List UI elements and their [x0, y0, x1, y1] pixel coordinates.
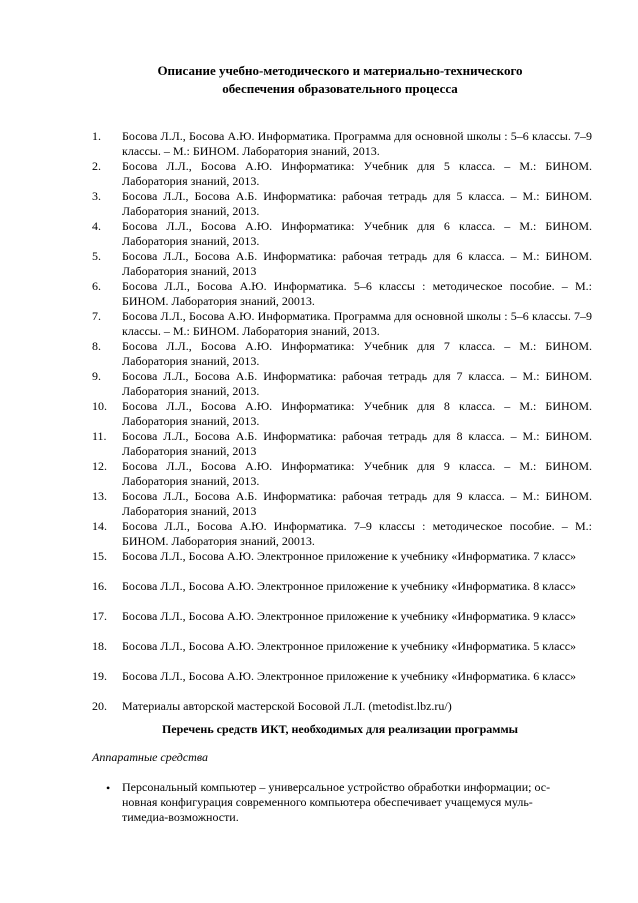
list-item	[0, 669, 638, 699]
item-number: 10.	[92, 399, 107, 413]
title-line-1: Описание учебно-методического и материально-технического	[157, 63, 523, 78]
item-number: 2.	[92, 159, 101, 173]
list-item	[0, 549, 638, 579]
item-text: Босова Л.Л., Босова А.Ю. Информатика: Учебник для 5 класса. – М.: БИНОМ. Лаборатория знаний, 2013.	[122, 159, 592, 188]
item-text: Босова Л.Л., Босова А.Ю. Информатика. 7–9 классы : методическое пособие. – М.: БИНОМ. Лаборатория знаний, 20013.	[122, 519, 592, 548]
list-item	[0, 129, 638, 159]
item-number: 4.	[92, 219, 101, 233]
item-number: 14.	[92, 519, 107, 533]
list-item	[0, 279, 638, 309]
hardware-item-line-1: Персональный компьютер – универсальное устройство обработки информации; ос-	[122, 780, 551, 794]
item-number: 20.	[92, 699, 107, 713]
item-number: 12.	[92, 459, 107, 473]
item-text: Босова Л.Л., Босова А.Ю. Электронное приложение к учебнику «Информатика. 5 класс»	[122, 639, 577, 653]
list-item	[0, 639, 638, 669]
item-number: 15.	[92, 549, 107, 563]
item-text: Босова Л.Л., Босова А.Б. Информатика: рабочая тетрадь для 7 класса. – М.: БИНОМ. Лаборатория знаний, 2013.	[122, 369, 592, 398]
item-text: Босова Л.Л., Босова А.Ю. Электронное приложение к учебнику «Информатика. 8 класс»	[122, 579, 577, 593]
item-number: 19.	[92, 669, 107, 683]
hardware-item-text	[122, 780, 592, 825]
item-number: 8.	[92, 339, 101, 353]
title-line-2: обеспечения образовательного процесса	[222, 81, 458, 96]
bullet-icon: •	[106, 781, 111, 795]
list-item	[0, 369, 638, 399]
item-text: Босова Л.Л., Босова А.Б. Информатика: рабочая тетрадь для 9 класса. – М.: БИНОМ. Лаборатория знаний, 2013	[122, 489, 592, 518]
item-number: 16.	[92, 579, 107, 593]
list-item	[0, 249, 638, 279]
ict-section-heading: Перечень средств ИКТ, необходимых для реализации программы	[161, 722, 519, 736]
list-item	[0, 519, 638, 549]
hardware-item-line-3: тимедиа-возможности.	[122, 810, 239, 824]
list-item	[0, 339, 638, 369]
item-number: 11.	[92, 429, 107, 443]
item-text: Босова Л.Л., Босова А.Ю. Информатика: Учебник для 8 класса. – М.: БИНОМ. Лаборатория знаний, 2013.	[122, 399, 592, 428]
list-item	[0, 309, 638, 339]
reference-list	[0, 129, 638, 714]
item-text: Босова Л.Л., Босова А.Ю. Информатика: Учебник для 9 класса. – М.: БИНОМ. Лаборатория знаний, 2013.	[122, 459, 592, 488]
item-text: Босова Л.Л., Босова А.Ю. Информатика: Учебник для 6 класса. – М.: БИНОМ. Лаборатория знаний, 2013.	[122, 219, 592, 248]
item-text: Босова Л.Л., Босова А.Б. Информатика: рабочая тетрадь для 5 класса. – М.: БИНОМ. Лаборатория знаний, 2013.	[122, 189, 592, 218]
item-text: Босова Л.Л., Босова А.Б. Информатика: рабочая тетрадь для 6 класса. – М.: БИНОМ. Лаборатория знаний, 2013	[122, 249, 592, 278]
item-text: Материалы авторской мастерской Босовой Л.Л. (metodist.lbz.ru/)	[122, 699, 452, 713]
hardware-subheading: Аппаратные средства	[92, 750, 208, 764]
item-number: 6.	[92, 279, 101, 293]
item-text: Босова Л.Л., Босова А.Ю. Информатика. Программа для основной школы : 5–6 классы. 7–9 классы. – М.: БИНОМ. Лаборатория знаний, 2013.	[122, 129, 592, 158]
list-item	[0, 219, 638, 249]
item-number: 9.	[92, 369, 101, 383]
item-text: Босова Л.Л., Босова А.Ю. Электронное приложение к учебнику «Информатика. 6 класс»	[122, 669, 577, 683]
item-number: 17.	[92, 609, 107, 623]
item-text: Босова Л.Л., Босова А.Б. Информатика: рабочая тетрадь для 8 класса. – М.: БИНОМ. Лаборатория знаний, 2013	[122, 429, 592, 458]
list-item	[0, 579, 638, 609]
list-item	[0, 399, 638, 429]
item-text: Босова Л.Л., Босова А.Ю. Электронное приложение к учебнику «Информатика. 9 класс»	[122, 609, 577, 623]
list-item	[0, 189, 638, 219]
item-number: 18.	[92, 639, 107, 653]
item-number: 7.	[92, 309, 101, 323]
page-title	[80, 62, 600, 98]
list-item	[0, 159, 638, 189]
item-number: 1.	[92, 129, 101, 143]
item-number: 5.	[92, 249, 101, 263]
list-item	[0, 609, 638, 639]
item-number: 3.	[92, 189, 101, 203]
item-number: 13.	[92, 489, 107, 503]
list-item	[0, 489, 638, 519]
list-item	[0, 459, 638, 489]
list-item	[0, 699, 638, 714]
item-text: Босова Л.Л., Босова А.Ю. Электронное приложение к учебнику «Информатика. 7 класс»	[122, 549, 577, 563]
item-text: Босова Л.Л., Босова А.Ю. Информатика. Программа для основной школы : 5–6 классы. 7–9 классы. – М.: БИНОМ. Лаборатория знаний, 2013.	[122, 309, 592, 338]
list-item	[0, 429, 638, 459]
item-text: Босова Л.Л., Босова А.Ю. Информатика. 5–6 классы : методическое пособие. – М.: БИНОМ. Лаборатория знаний, 20013.	[122, 279, 592, 308]
item-text: Босова Л.Л., Босова А.Ю. Информатика: Учебник для 7 класса. – М.: БИНОМ. Лаборатория знаний, 2013.	[122, 339, 592, 368]
hardware-item-line-2: новная конфигурация современного компьютера обеспечивает учащемуся муль-	[122, 795, 533, 809]
